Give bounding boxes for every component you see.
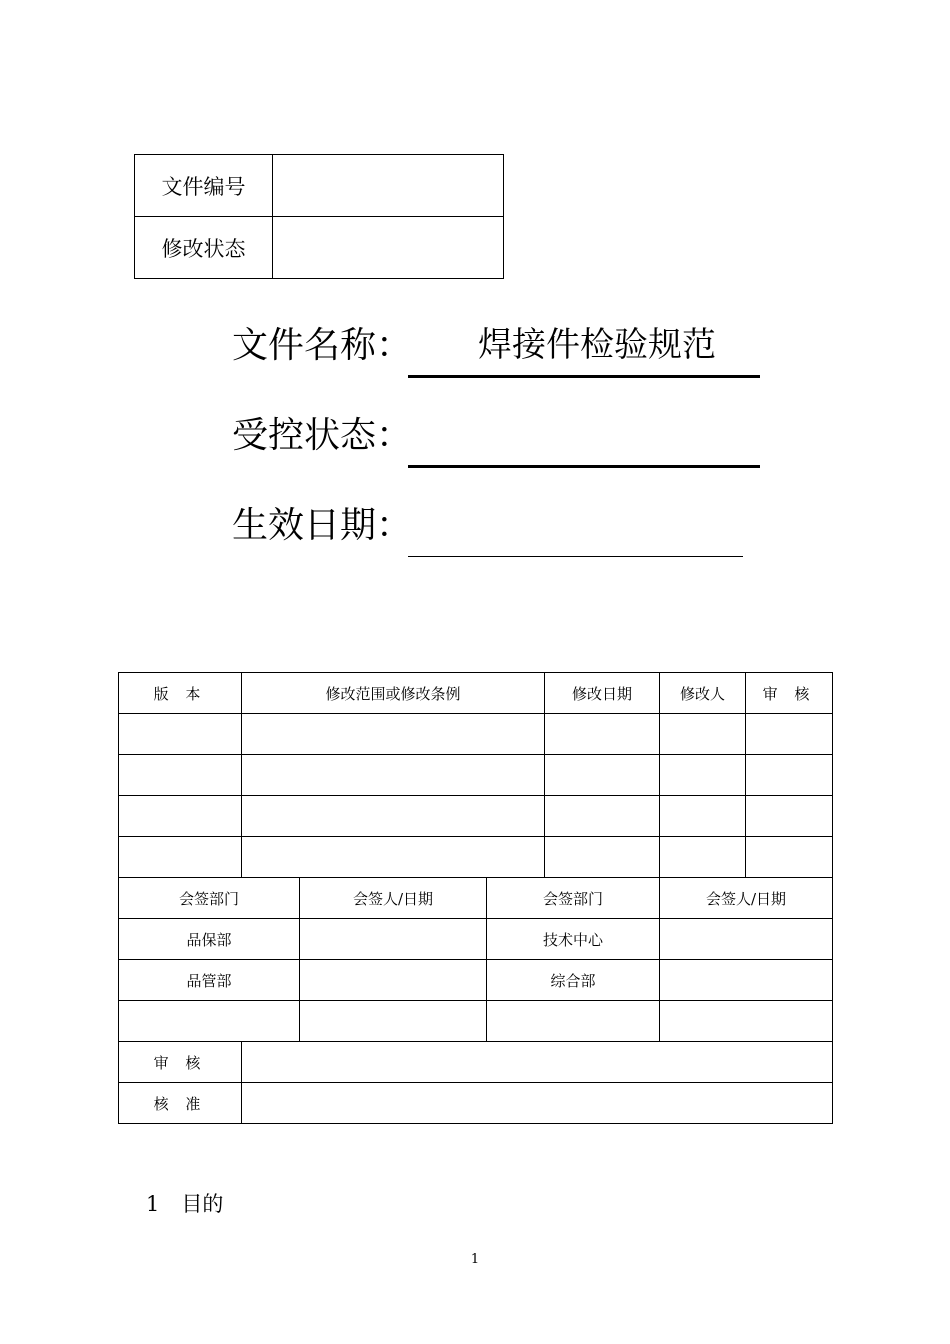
doc-revision-row <box>135 217 504 279</box>
revision-cell-scope <box>242 837 545 878</box>
signoff-header-row <box>119 878 833 919</box>
approve-value <box>242 1083 833 1124</box>
revision-header-reviewer: 审 核 <box>746 673 833 714</box>
signoff-header-signer-1: 会签人/日期 <box>300 878 487 919</box>
signoff-header-dept-1: 会签部门 <box>119 878 300 919</box>
signoff-signer-2 <box>660 919 833 960</box>
review-value <box>242 1042 833 1083</box>
revision-cell-scope <box>242 755 545 796</box>
section-title: 目的 <box>181 1192 224 1216</box>
section-heading <box>146 1188 223 1218</box>
signoff-signer-1 <box>300 960 487 1001</box>
revision-cell-modifier <box>660 714 746 755</box>
revision-cell-date <box>545 714 660 755</box>
doc-number-value <box>273 155 504 217</box>
revision-cell-reviewer <box>746 796 833 837</box>
page-number: 1 <box>470 1252 480 1267</box>
revision-header-modifier: 修改人 <box>660 673 746 714</box>
review-label: 审 核 <box>119 1042 242 1083</box>
signoff-signer-1 <box>300 1001 487 1042</box>
effective-date-label: 生效日期： <box>232 505 413 546</box>
file-name-underline <box>408 375 760 378</box>
revision-cell-version <box>119 755 242 796</box>
file-name-label: 文件名称： <box>232 325 413 366</box>
revision-cell-version <box>119 837 242 878</box>
doc-revision-value <box>273 217 504 279</box>
signoff-dept-2: 综合部 <box>487 960 660 1001</box>
revision-cell-date <box>545 837 660 878</box>
revision-header-date: 修改日期 <box>545 673 660 714</box>
review-row <box>119 1042 833 1083</box>
signoff-dept-1: 品管部 <box>119 960 300 1001</box>
revision-cell-scope <box>242 796 545 837</box>
doc-number-label: 文件编号 <box>135 155 273 217</box>
revision-cell-reviewer <box>746 755 833 796</box>
signoff-header-signer-2: 会签人/日期 <box>660 878 833 919</box>
signoff-signer-1 <box>300 919 487 960</box>
signoff-signer-2 <box>660 960 833 1001</box>
revision-cell-reviewer <box>746 714 833 755</box>
signoff-dept-1 <box>119 1001 300 1042</box>
table-row <box>119 796 833 837</box>
signoff-dept-2: 技术中心 <box>487 919 660 960</box>
revision-table <box>118 672 833 1124</box>
table-row <box>119 919 833 960</box>
table-row <box>119 1001 833 1042</box>
section-number: 1 <box>146 1192 160 1216</box>
table-row <box>119 755 833 796</box>
signoff-signer-2 <box>660 1001 833 1042</box>
doc-number-row <box>135 155 504 217</box>
revision-header-row <box>119 673 833 714</box>
control-status-label: 受控状态： <box>232 415 413 456</box>
table-row <box>119 837 833 878</box>
revision-header-version: 版 本 <box>119 673 242 714</box>
signoff-header-dept-2: 会签部门 <box>487 878 660 919</box>
revision-cell-version <box>119 714 242 755</box>
revision-cell-date <box>545 755 660 796</box>
control-status-underline <box>408 465 760 468</box>
revision-cell-date <box>545 796 660 837</box>
signoff-dept-2 <box>487 1001 660 1042</box>
revision-cell-reviewer <box>746 837 833 878</box>
doc-info-table <box>134 154 504 279</box>
revision-cell-modifier <box>660 796 746 837</box>
approve-row <box>119 1083 833 1124</box>
revision-cell-version <box>119 796 242 837</box>
file-name-value: 焊接件检验规范 <box>478 325 716 365</box>
doc-revision-label: 修改状态 <box>135 217 273 279</box>
revision-header-scope: 修改范围或修改条例 <box>242 673 545 714</box>
approve-label: 核 准 <box>119 1083 242 1124</box>
revision-cell-scope <box>242 714 545 755</box>
signoff-dept-1: 品保部 <box>119 919 300 960</box>
table-row <box>119 960 833 1001</box>
effective-date-underline <box>408 556 743 557</box>
table-row <box>119 714 833 755</box>
revision-cell-modifier <box>660 755 746 796</box>
revision-cell-modifier <box>660 837 746 878</box>
